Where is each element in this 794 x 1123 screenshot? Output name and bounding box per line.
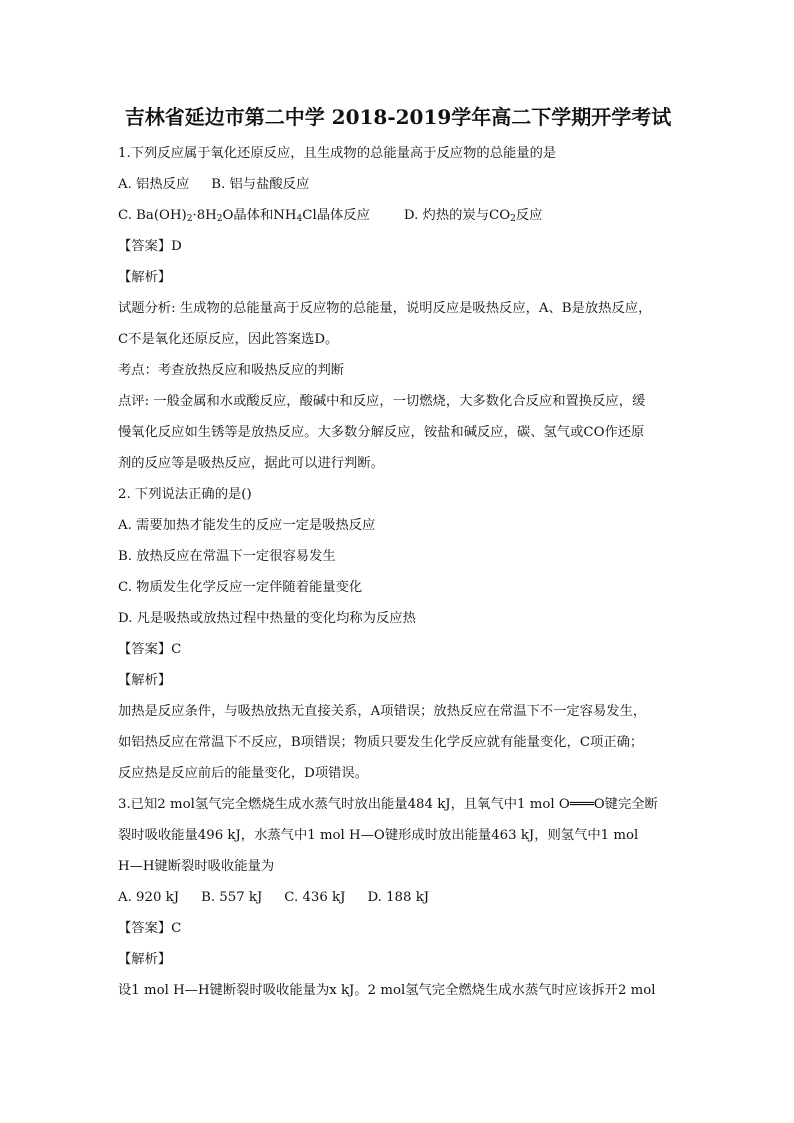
q2-option-a: A. 需要加热才能发生的反应一定是吸热反应 xyxy=(118,518,376,533)
q2-option-b: B. 放热反应在常温下一定很容易发生 xyxy=(118,549,336,564)
q1-option-b: B. 铝与盐酸反应 xyxy=(211,177,310,192)
q1-analysis-line: 剂的反应等是吸热反应，据此可以进行判断。 xyxy=(118,456,384,471)
q1-analysis-heading: 【解析】 xyxy=(118,270,172,285)
q1-option-d: D. 灼热的炭与$CO_2$反应 xyxy=(403,208,543,224)
document-page xyxy=(118,102,678,1006)
q3-analysis-heading: 【解析】 xyxy=(118,952,172,967)
document-title: 吉林省延边市第二中学 2018-2019学年高二下学期开学考试 xyxy=(124,105,672,129)
q3-options xyxy=(118,882,678,913)
q3-option-c: C. 436 kJ xyxy=(284,890,346,905)
q2-answer: 【答案】C xyxy=(118,642,182,657)
q1-answer: 【答案】D xyxy=(118,239,182,254)
q3-answer: 【答案】C xyxy=(118,921,182,936)
q2-analysis-line: 反应热是反应前后的能量变化，D项错误。 xyxy=(118,766,369,781)
q2-analysis-heading: 【解析】 xyxy=(118,673,172,688)
q3-option-d: D. 188 kJ xyxy=(367,890,430,905)
q3-option-a: A. 920 kJ xyxy=(118,890,180,905)
q3-stem-line: 3.已知2 mol氢气完全燃烧生成水蒸气时放出能量484 kJ，且氧气中1 mol O═══O键完全断 xyxy=(118,797,658,812)
q3-analysis-line: 设1 mol H—H键断裂时吸收能量为x kJ。2 mol氢气完全燃烧生成水蒸气时应该拆开2 mol xyxy=(118,983,656,998)
q2-option-d: D. 凡是吸热或放热过程中热量的变化均称为反应热 xyxy=(118,611,416,626)
q1-analysis-line: 试题分析: 生成物的总能量高于反应物的总能量，说明反应是吸热反应，A、B是放热反应， xyxy=(118,301,652,316)
q2-analysis-line: 加热是反应条件，与吸热放热无直接关系，A项错误；放热反应在常温下不一定容易发生， xyxy=(118,704,647,719)
q2-stem: 2. 下列说法正确的是() xyxy=(118,487,252,502)
q3-stem-line: H—H键断裂时吸收能量为 xyxy=(118,859,275,874)
q1-options-cd xyxy=(118,200,678,231)
q3-option-b: B. 557 kJ xyxy=(201,890,263,905)
q1-analysis-line: C不是氧化还原反应，因此答案选D。 xyxy=(118,332,339,347)
q2-option-c: C. 物质发生化学反应一定伴随着能量变化 xyxy=(118,580,363,595)
q1-analysis-line: 考点：考查放热反应和吸热反应的判断 xyxy=(118,363,345,378)
q1-analysis-line: 慢氧化反应如生锈等是放热反应。大多数分解反应，铵盐和碱反应，碳、氢气或CO作还原 xyxy=(118,425,645,440)
q2-analysis-line: 如铝热反应在常温下不反应，B项错误；物质只要发生化学反应就有能量变化，C项正确； xyxy=(118,735,644,750)
q1-option-c: C. $Ba(OH)_2\cdot 8H_2O$晶体和$NH_4Cl$晶体反应 xyxy=(118,208,370,224)
q1-options-ab xyxy=(118,169,678,200)
q1-option-a: A. 铝热反应 xyxy=(118,177,190,192)
q1-analysis-line: 点评: 一般金属和水或酸反应，酸碱中和反应，一切燃烧，大多数化合反应和置换反应，缓 xyxy=(118,394,646,409)
q1-stem: 1.下列反应属于氧化还原反应，且生成物的总能量高于反应物的总能量的是 xyxy=(118,146,557,161)
q3-stem-line: 裂时吸收能量496 kJ，水蒸气中1 mol H—O键形成时放出能量463 kJ，则氢气中1 mol xyxy=(118,828,639,843)
